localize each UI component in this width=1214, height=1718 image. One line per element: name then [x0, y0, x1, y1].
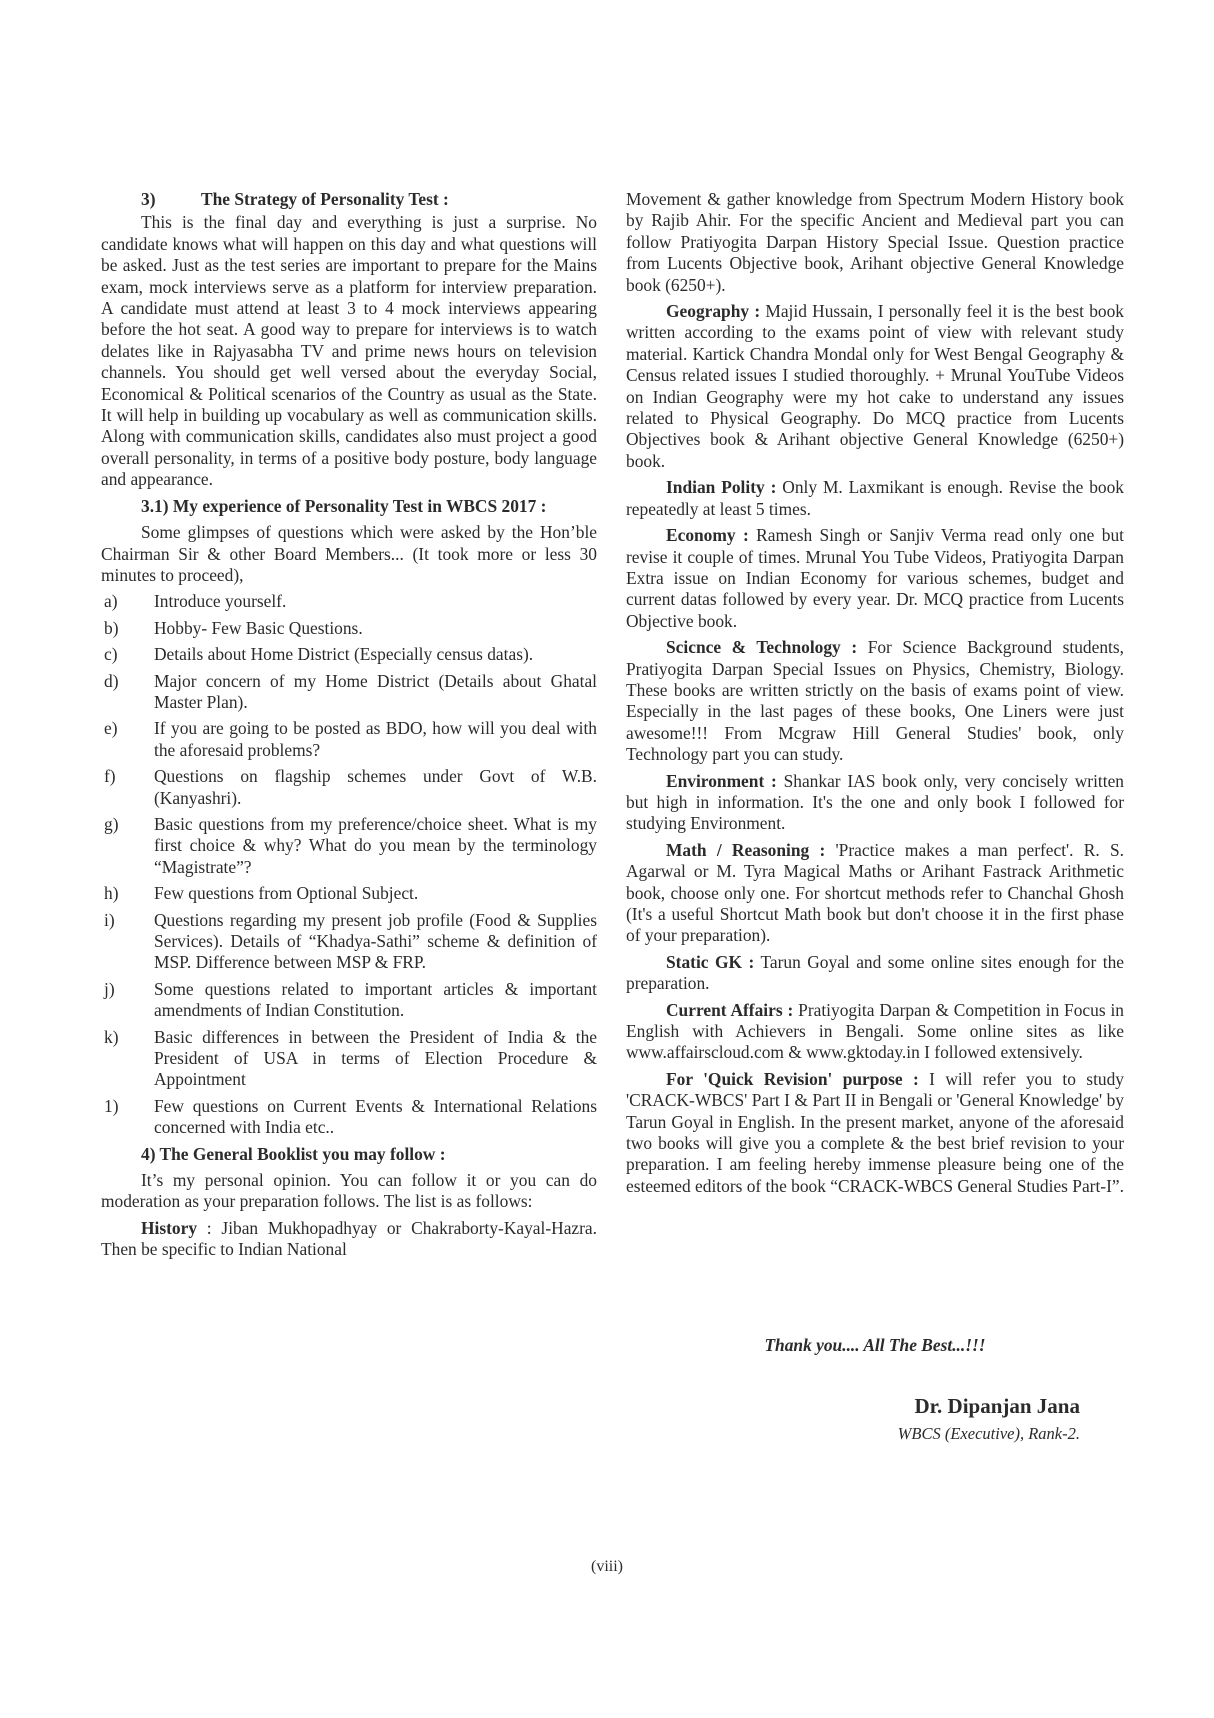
- booklist-paragraph: [626, 1000, 1124, 1064]
- booklist-text: 'Practice makes a man perfect'. R. S. Agarwal or M. Tyra Magical Maths or Arihant Fastrack Arithmetic book, choose only one. For shortcut methods refer to Chanchal Ghosh (It's a useful Shortcut Math book but don't choose it in the first phase of your preparation).: [626, 839, 1125, 946]
- booklist-subject-label: For 'Quick Revision' purpose :: [666, 1068, 919, 1089]
- question-text: Major concern of my Home District (Details about Ghatal Master Plan).: [154, 670, 597, 712]
- booklist-subject-label: Indian Polity :: [666, 477, 777, 498]
- question-marker: i): [104, 909, 115, 930]
- question-marker: b): [104, 617, 119, 638]
- question-item: [101, 618, 597, 639]
- closing-thanks: Thank you.... All The Best...!!!: [764, 1335, 986, 1355]
- section-4-heading: 4) The General Booklist you may follow :: [141, 1143, 446, 1164]
- question-marker: h): [104, 883, 119, 904]
- question-marker: f): [104, 766, 116, 787]
- question-text: Few questions on Current Events & International Relations concerned with India etc..: [154, 1095, 597, 1138]
- section-3-1-intro: Some glimpses of questions which were asked by the Hon’ble Chairman Sir & other Board Members... (It took more or less 30 minutes to proceed),: [101, 522, 597, 585]
- question-item: [101, 814, 597, 878]
- question-item: [101, 718, 597, 761]
- booklist-paragraph: [626, 477, 1124, 520]
- booklist-subject-label: Math / Reasoning :: [666, 839, 826, 860]
- question-text: Basic differences in between the President of India & the President of USA in terms of Election Procedure & Appointment: [154, 1026, 597, 1090]
- question-item: [101, 766, 597, 809]
- question-text: Basic questions from my preference/choice sheet. What is my first choice & why? What do you mean by the terminology “Magistrate”?: [154, 813, 597, 877]
- booklist-paragraph: [626, 840, 1124, 947]
- booklist-paragraph: [626, 637, 1124, 765]
- question-item: [101, 671, 597, 714]
- history-text: : Jiban Mukhopadhyay or Chakraborty-Kayal-Hazra. Then be specific to Indian National: [101, 1217, 597, 1260]
- question-text: Some questions related to important articles & important amendments of Indian Constitution.: [154, 978, 597, 1021]
- booklist-text: Only M. Laxmikant is enough. Revise the book repeatedly at least 5 times.: [626, 477, 1124, 519]
- booklist-paragraph: [626, 1069, 1124, 1197]
- booklist-text: Tarun Goyal and some online sites enough for the preparation.: [626, 951, 1124, 994]
- question-text: Details about Home District (Especially census datas).: [154, 644, 534, 665]
- page-number: (viii): [591, 1558, 623, 1575]
- question-item: [101, 910, 597, 974]
- booklist-text: Ramesh Singh or Sanjiv Verma read only one but revise it couple of times. Mrunal You Tube Videos, Pratiyogita Darpan Extra issue on Indian Economy for various schemes, budget and current datas followed by every year. Dr. MCQ practice from Lucents Objective book.: [626, 525, 1125, 631]
- history-continued: Movement & gather knowledge from Spectrum Modern History book by Rajib Ahir. For the specific Ancient and Medieval part you can follow Pratiyogita Darpan History Special Issue. Question practice from Lucents Objective book, Arihant objective General Knowledge book (6250+).: [626, 189, 1124, 295]
- question-item: [101, 1027, 597, 1091]
- section-3-title: The Strategy of Personality Test :: [201, 189, 449, 209]
- question-item: [101, 591, 597, 612]
- section-3-number: 3): [141, 189, 156, 209]
- booklist-text: Majid Hussain, I personally feel it is the best book written according to the exams point of view with relevant study material. Kartick Chandra Mondal only for West Bengal Geography & Census related issues I studied thoroughly. + Mrunal YouTube Videos on Indian Geography were my hot cake to understand any issues related to Physical Geography. Do MCQ practice from Lucents Objectives book & Arihant objective General Knowledge (6250+) book.: [626, 301, 1124, 471]
- question-marker: a): [104, 591, 118, 612]
- history-paragraph: [101, 1218, 597, 1261]
- signature-rank: WBCS (Executive), Rank-2.: [897, 1424, 1080, 1443]
- question-marker: e): [104, 718, 118, 739]
- booklist-subject-label: Static GK :: [666, 951, 755, 972]
- question-marker: c): [104, 644, 118, 665]
- question-item: [101, 1096, 597, 1139]
- section-4-intro: It’s my personal opinion. You can follow it or you can do moderation as your preparation follows. The list is as follows:: [101, 1170, 597, 1212]
- question-marker: k): [104, 1026, 119, 1047]
- booklist-text: Shankar IAS book only, very concisely written but high in information. It's the one and only book I followed for studying Environment.: [626, 770, 1124, 834]
- question-item: [101, 883, 597, 904]
- booklist-subject-label: Geography :: [666, 301, 761, 322]
- right-column: [626, 189, 1124, 1202]
- booklist-text: Pratiyogita Darpan & Competition in Focus in English with Achievers in Bengali. Some online sites as like www.affairscloud.com & www.gktoday.in I followed extensively.: [626, 999, 1124, 1063]
- question-text: Introduce yourself.: [154, 591, 287, 612]
- question-item: [101, 979, 597, 1022]
- question-marker: j): [104, 978, 115, 999]
- booklist-paragraph: [626, 525, 1124, 632]
- question-marker: g): [104, 813, 119, 834]
- booklist-text: For Science Background students, Pratiyogita Darpan Special Issues on Physics, Chemistry, Biology. These books are written strictly on the basis of exams point of view. Especially in the last pages of these books, One Liners were just awesome!!! From Mcgraw Hill General Studies' book, only Technology part you can study.: [626, 637, 1124, 765]
- question-text: Questions on flagship schemes under Govt of W.B. (Kanyashri).: [154, 766, 597, 808]
- booklist-text: I will refer you to study 'CRACK-WBCS' Part I & Part II in Bengali or 'General Knowledge' by Tarun Goyal in English. In the present market, anyone of the aforesaid two books will give you a complete & the best brief revision to your preparation. I am feeling hereby immense pleasure being one of the esteemed editors of the book “CRACK-WBCS General Studies Part-I”.: [626, 1068, 1124, 1196]
- question-marker: d): [104, 670, 119, 691]
- left-column: [101, 189, 597, 1266]
- question-text: Hobby- Few Basic Questions.: [154, 617, 363, 638]
- booklist-subject-label: Current Affairs :: [666, 999, 794, 1020]
- booklist-paragraph: [626, 952, 1124, 995]
- signature-name: Dr. Dipanjan Jana: [914, 1394, 1080, 1418]
- booklist-subject-label: Economy :: [666, 525, 749, 546]
- question-list: [101, 591, 597, 1138]
- section-3-paragraph: This is the final day and everything is just a surprise. No candidate knows what will happen on this day and what questions will be asked. Just as the test series are important to prepare for the Mains exam, mock interviews serve as a platform for interview preparation. A candidate must attend at least 3 to 4 mock interviews appearing before the hot seat. A good way to prepare for interviews is to watch delates like in Rajyasabha TV and prime news hours on television channels. You should get well versed about the everyday Social, Economical & Political scenarios of the Country as usual as the State. It will help in building up vocabulary as well as communication skills. Along with communication skills, candidates also must project a good overall personality, in terms of a positive body posture, body language and appearance.: [101, 212, 597, 490]
- question-text: If you are going to be posted as BDO, how will you deal with the aforesaid problems?: [154, 718, 597, 760]
- question-marker: 1): [104, 1095, 119, 1116]
- booklist-paragraph: [626, 771, 1124, 835]
- booklist-subject-label: Scicnce & Technology :: [666, 637, 858, 658]
- booklist-paragraph: [626, 301, 1124, 472]
- section-3-heading: [101, 189, 597, 210]
- booklist-subject-label: Environment :: [666, 770, 777, 791]
- question-text: Questions regarding my present job profile (Food & Supplies Services). Details of “Khadya-Sathi” scheme & definition of MSP. Difference between MSP & FRP.: [154, 909, 597, 973]
- history-label: History: [141, 1217, 198, 1238]
- section-3-1-heading: 3.1) My experience of Personality Test in WBCS 2017 :: [141, 495, 547, 516]
- question-item: [101, 644, 597, 665]
- question-text: Few questions from Optional Subject.: [154, 883, 419, 904]
